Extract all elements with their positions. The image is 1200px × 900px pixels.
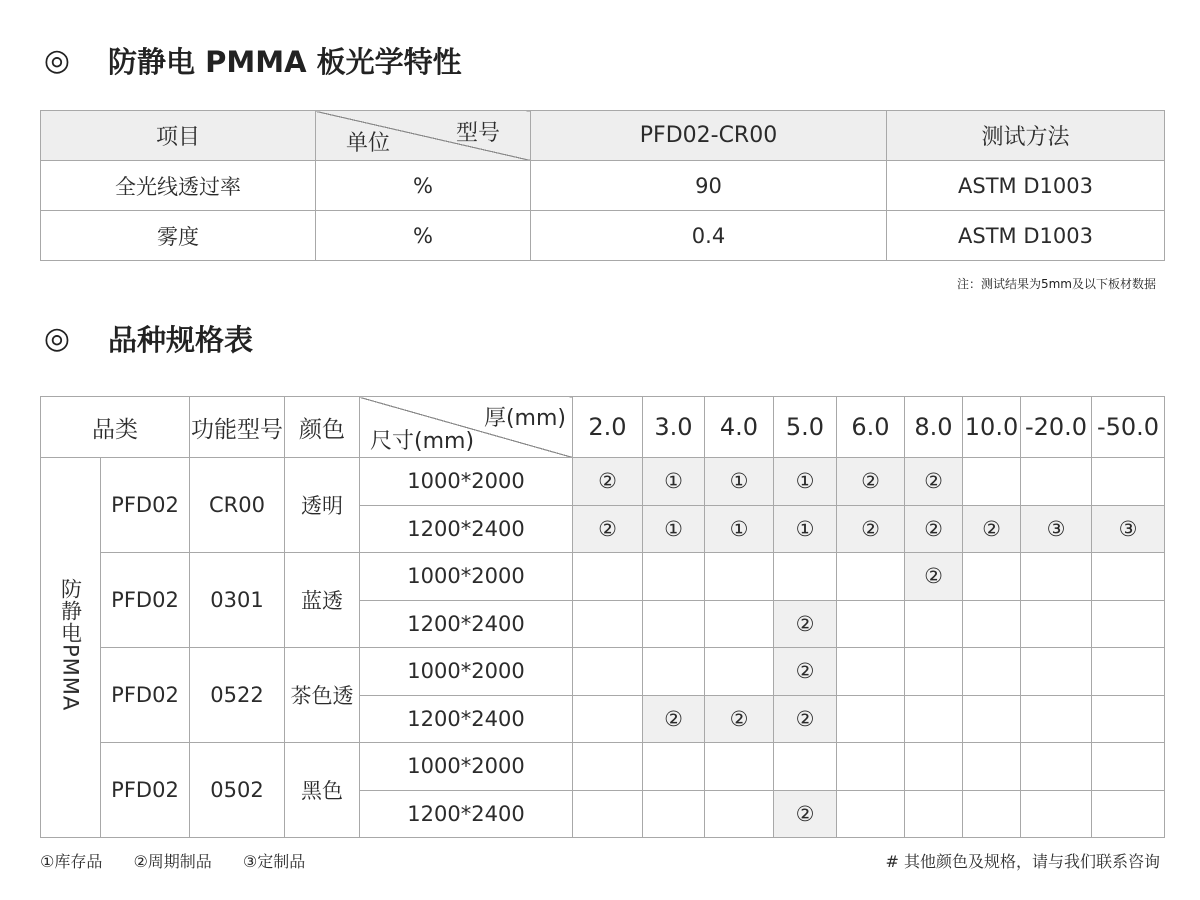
availability-cell	[837, 790, 905, 838]
header-size-thickness	[360, 397, 573, 458]
availability-cell	[837, 553, 905, 601]
availability-cell: ①	[705, 505, 774, 553]
availability-cell: ③	[1021, 505, 1092, 553]
availability-cell: ②	[774, 790, 837, 838]
availability-cell	[963, 743, 1021, 791]
row-method: ASTM D1003	[887, 211, 1165, 261]
section-title-text: 品种规格表	[108, 322, 254, 357]
availability-cell	[643, 790, 705, 838]
availability-cell	[573, 695, 643, 743]
legend-stock: ①库存品	[40, 852, 103, 871]
header-thickness-value: 2.0	[573, 397, 643, 458]
availability-cell	[1092, 743, 1165, 791]
table-row	[41, 161, 1165, 211]
availability-cell	[963, 790, 1021, 838]
spec-table-body	[41, 458, 1165, 838]
table-header-row	[41, 111, 1165, 161]
availability-cell: ②	[774, 648, 837, 696]
availability-cell	[905, 695, 963, 743]
availability-cell	[643, 743, 705, 791]
availability-cell	[1092, 458, 1165, 506]
code-cell: 0301	[190, 553, 285, 648]
availability-cell	[1021, 743, 1092, 791]
row-method: ASTM D1003	[887, 161, 1165, 211]
category-text: 防静电PMMA	[58, 578, 83, 712]
table-row	[41, 211, 1165, 261]
header-thickness-value: 4.0	[705, 397, 774, 458]
availability-cell	[705, 743, 774, 791]
header-color: 颜色	[285, 397, 360, 458]
code-cell: 0502	[190, 743, 285, 838]
availability-cell	[837, 743, 905, 791]
row-unit: %	[316, 161, 531, 211]
size-cell: 1000*2000	[360, 458, 573, 506]
availability-cell	[643, 648, 705, 696]
availability-cell: ②	[643, 695, 705, 743]
availability-cell: ②	[774, 695, 837, 743]
series-cell: PFD02	[101, 553, 190, 648]
availability-cell	[963, 600, 1021, 648]
header-model: 型号	[455, 121, 500, 146]
category-cell	[41, 458, 101, 838]
row-value: 90	[531, 161, 887, 211]
legend-custom: ③定制品	[242, 852, 306, 871]
availability-cell	[905, 743, 963, 791]
header-item: 项目	[41, 111, 316, 161]
size-cell: 1000*2000	[360, 553, 573, 601]
double-circle-icon: ◎	[43, 42, 71, 78]
availability-cell: ②	[837, 505, 905, 553]
availability-cell	[963, 695, 1021, 743]
header-thickness-value: 8.0	[905, 397, 963, 458]
header-thickness-value: 10.0	[963, 397, 1021, 458]
color-cell: 蓝透	[285, 553, 360, 648]
availability-cell	[1092, 695, 1165, 743]
availability-cell: ②	[774, 600, 837, 648]
availability-cell: ①	[774, 505, 837, 553]
availability-cell: ①	[643, 505, 705, 553]
table-row	[41, 553, 1165, 601]
availability-cell: ②	[905, 458, 963, 506]
size-cell: 1200*2400	[360, 600, 573, 648]
table-row	[41, 458, 1165, 506]
legend-periodic: ②周期制品	[133, 852, 212, 871]
availability-cell	[643, 553, 705, 601]
header-method: 测试方法	[887, 111, 1165, 161]
double-circle-icon: ◎	[43, 320, 71, 356]
availability-cell	[905, 790, 963, 838]
availability-cell	[643, 600, 705, 648]
availability-cell: ②	[905, 505, 963, 553]
header-unit: 单位	[346, 131, 391, 156]
availability-cell	[774, 743, 837, 791]
availability-cell	[1021, 648, 1092, 696]
header-thickness-value: 5.0	[774, 397, 837, 458]
availability-cell	[705, 790, 774, 838]
code-cell: 0522	[190, 648, 285, 743]
availability-cell: ①	[705, 458, 774, 506]
row-item: 全光线透过率	[41, 161, 316, 211]
availability-cell	[705, 648, 774, 696]
series-cell: PFD02	[101, 648, 190, 743]
header-thickness-value: -50.0	[1092, 397, 1165, 458]
color-cell: 透明	[285, 458, 360, 553]
availability-cell: ①	[774, 458, 837, 506]
availability-cell	[1021, 695, 1092, 743]
size-cell: 1200*2400	[360, 505, 573, 553]
availability-cell	[1092, 790, 1165, 838]
optical-properties-table	[40, 110, 1165, 261]
availability-cell: ①	[643, 458, 705, 506]
row-unit: %	[316, 211, 531, 261]
size-cell: 1200*2400	[360, 790, 573, 838]
table-row	[41, 743, 1165, 791]
availability-cell	[837, 648, 905, 696]
code-cell: CR00	[190, 458, 285, 553]
header-diagonal-cell	[316, 111, 531, 161]
section-title-text: 防静电 PMMA 板光学特性	[108, 44, 462, 79]
availability-cell	[573, 600, 643, 648]
availability-cell	[705, 553, 774, 601]
availability-cell: ②	[837, 458, 905, 506]
availability-cell	[573, 790, 643, 838]
availability-cell	[1021, 790, 1092, 838]
header-category: 品类	[41, 397, 190, 458]
size-cell: 1200*2400	[360, 695, 573, 743]
availability-cell	[963, 458, 1021, 506]
row-item: 雾度	[41, 211, 316, 261]
availability-cell	[774, 553, 837, 601]
series-cell: PFD02	[101, 743, 190, 838]
availability-cell: ②	[963, 505, 1021, 553]
availability-cell	[963, 553, 1021, 601]
header-thickness-value: 3.0	[643, 397, 705, 458]
availability-cell	[905, 600, 963, 648]
legend	[40, 849, 331, 872]
contact-note: # 其他颜色及规格，请与我们联系咨询	[885, 852, 1160, 871]
availability-cell: ②	[705, 695, 774, 743]
test-note: 注：测试结果为5mm及以下板材数据	[956, 277, 1156, 291]
color-cell: 茶色透	[285, 648, 360, 743]
availability-cell: ②	[905, 553, 963, 601]
availability-cell	[905, 648, 963, 696]
spec-header-row	[41, 397, 1165, 458]
spec-table	[40, 396, 1165, 838]
availability-cell	[1092, 648, 1165, 696]
availability-cell	[1021, 600, 1092, 648]
availability-cell	[573, 648, 643, 696]
header-thickness-value: 6.0	[837, 397, 905, 458]
size-cell: 1000*2000	[360, 648, 573, 696]
color-cell: 黑色	[285, 743, 360, 838]
section-title-optical	[40, 40, 462, 80]
section-title-spec	[40, 318, 253, 358]
availability-cell	[1092, 600, 1165, 648]
availability-cell	[837, 600, 905, 648]
header-size: 尺寸(mm)	[370, 429, 475, 454]
availability-cell	[1021, 458, 1092, 506]
availability-cell	[1092, 553, 1165, 601]
size-cell: 1000*2000	[360, 743, 573, 791]
header-func-model: 功能型号	[190, 397, 285, 458]
row-value: 0.4	[531, 211, 887, 261]
header-thickness-value: -20.0	[1021, 397, 1092, 458]
header-thickness: 厚(mm)	[483, 406, 566, 431]
availability-cell	[963, 648, 1021, 696]
availability-cell	[573, 553, 643, 601]
availability-cell: ②	[573, 505, 643, 553]
availability-cell	[705, 600, 774, 648]
series-cell: PFD02	[101, 458, 190, 553]
availability-cell: ③	[1092, 505, 1165, 553]
availability-cell: ②	[573, 458, 643, 506]
availability-cell	[1021, 553, 1092, 601]
availability-cell	[573, 743, 643, 791]
header-product: PFD02-CR00	[531, 111, 887, 161]
table-row	[41, 648, 1165, 696]
availability-cell	[837, 695, 905, 743]
